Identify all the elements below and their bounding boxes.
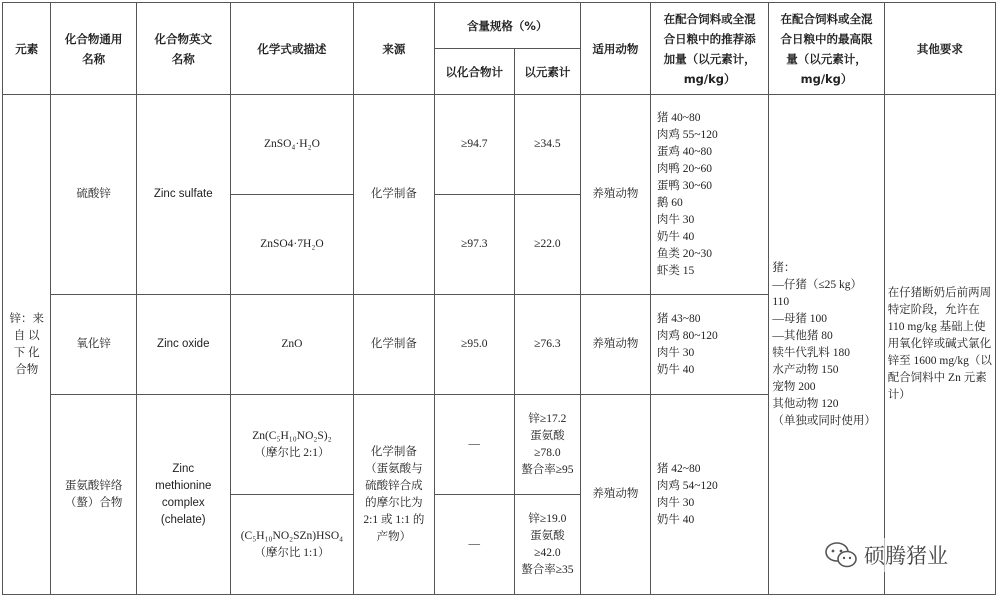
recommended-zinc-methionine: 猪 42~80 肉鸡 54~120 肉牛 30 奶牛 40: [650, 395, 768, 595]
watermark: [820, 538, 952, 572]
header-content-spec: 含量规格（%）: [434, 3, 580, 49]
as-compound-zinc-methionine-1-1: —: [434, 495, 514, 595]
zinc-additives-table: [2, 2, 996, 595]
maximum-cell: 猪： —仔猪（≤25 kg） 110 —母猪 100 —其他猪 80 犊牛代乳料 180 水产动物 150 宠物 200 其他动物 120 （单独或同时使用）: [769, 95, 884, 595]
other-requirements-cell: 在仔猪断奶后前两周特定阶段，允许在 110 mg/kg 基础上使用氧化锌或碱式氯化锌至 1600 mg/kg（以配合饲料中 Zn 元素计）: [884, 95, 995, 595]
header-element: 元素: [3, 3, 51, 95]
animals-zinc-sulfate: 养殖动物: [580, 95, 650, 295]
header-animals: 适用动物: [580, 3, 650, 95]
element-cell: 锌：来 自 以 下 化 合物: [3, 95, 51, 595]
recommended-zinc-oxide: 猪 43~80 肉鸡 80~120 肉牛 30 奶牛 40: [650, 295, 768, 395]
formula-zinc-sulfate-monohydrate: ZnSO₄·H₂O: [230, 95, 354, 195]
as-element-zinc-oxide: ≥76.3: [514, 295, 580, 395]
cn-name-zinc-oxide: 氧化锌: [51, 295, 136, 395]
header-recommended: 在配合饲料或全混 合日粮中的推荐添 加量（以元素计， mg/kg）: [650, 3, 768, 95]
watermark-text: 硕腾猪业: [864, 544, 948, 568]
as-compound-zinc-sulfate-heptahydrate: ≥97.3: [434, 195, 514, 295]
as-compound-zinc-oxide: ≥95.0: [434, 295, 514, 395]
formula-zinc-sulfate-heptahydrate: ZnSO4·7H₂O: [230, 195, 354, 295]
as-element-zinc-sulfate-heptahydrate: ≥22.0: [514, 195, 580, 295]
source-zinc-methionine: 化学制备 （蛋氨酸与 硫酸锌合成 的摩尔比为 2:1 或 1:1 的 产物）: [354, 395, 434, 595]
header-maximum: 在配合饲料或全混 合日粮中的最高限 量（以元素计， mg/kg）: [769, 3, 884, 95]
cn-name-zinc-methionine: 蛋氨酸锌络 （螯）合物: [51, 395, 136, 595]
header-other: 其他要求: [884, 3, 995, 95]
as-element-zinc-sulfate-monohydrate: ≥34.5: [514, 95, 580, 195]
animals-zinc-oxide: 养殖动物: [580, 295, 650, 395]
wechat-icon: [824, 540, 858, 570]
en-name-zinc-methionine: Zinc methionine complex (chelate): [136, 395, 230, 595]
header-cn-name: 化合物通用 名称: [51, 3, 136, 95]
formula-zinc-oxide: ZnO: [230, 295, 354, 395]
as-element-zinc-methionine-1-1: 锌≥19.0 蛋氨酸≥42.0 螯合率≥35: [514, 495, 580, 595]
header-formula: 化学式或描述: [230, 3, 354, 95]
animals-zinc-methionine: 养殖动物: [580, 395, 650, 595]
header-as-compound: 以化合物计: [434, 49, 514, 95]
header-en-name: 化合物英文 名称: [136, 3, 230, 95]
en-name-zinc-oxide: Zinc oxide: [136, 295, 230, 395]
en-name-zinc-sulfate: Zinc sulfate: [136, 95, 230, 295]
as-compound-zinc-sulfate-monohydrate: ≥94.7: [434, 95, 514, 195]
formula-zinc-methionine-1-1: (C₅H₁₀NO₂SZn)HSO₄ （摩尔比 1:1）: [230, 495, 354, 595]
source-zinc-oxide: 化学制备: [354, 295, 434, 395]
as-compound-zinc-methionine-2-1: —: [434, 395, 514, 495]
source-zinc-sulfate: 化学制备: [354, 95, 434, 295]
cn-name-zinc-sulfate: 硫酸锌: [51, 95, 136, 295]
as-element-zinc-methionine-2-1: 锌≥17.2 蛋氨酸≥78.0 螯合率≥95: [514, 395, 580, 495]
formula-zinc-methionine-2-1: Zn(C₅H₁₀NO₂S)₂ （摩尔比 2:1）: [230, 395, 354, 495]
recommended-zinc-sulfate: 猪 40~80 肉鸡 55~120 蛋鸡 40~80 肉鸭 20~60 蛋鸭 30~60 鹅 60 肉牛 30 奶牛 40 鱼类 20~30 虾类 15: [650, 95, 768, 295]
header-as-element: 以元素计: [514, 49, 580, 95]
header-source: 来源: [354, 3, 434, 95]
